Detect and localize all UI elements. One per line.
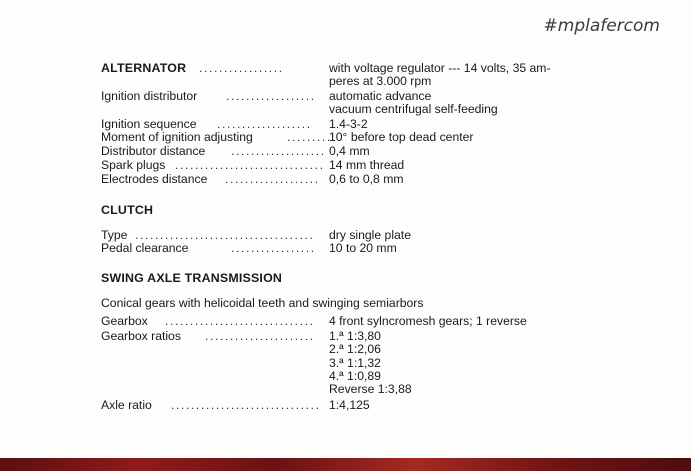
- spec-value: 0,4 mm: [329, 144, 370, 158]
- spec-value: 14 mm thread: [329, 158, 405, 172]
- spec-label: Gearbox: [101, 314, 148, 328]
- spec-row: [101, 89, 621, 103]
- alternator-heading: ALTERNATOR: [101, 61, 187, 75]
- leader-dots: ...................: [231, 144, 326, 158]
- alternator-row: [101, 61, 621, 75]
- spec-label: Ignition distributor: [101, 89, 198, 103]
- leader-dots: .........: [287, 130, 332, 144]
- leader-dots: ...................: [217, 117, 312, 131]
- clutch-heading: CLUTCH: [101, 203, 154, 217]
- leader-dots: ......................: [205, 329, 315, 343]
- gear-ratio: 3.ª 1:1,32: [329, 356, 381, 370]
- spec-label: Electrodes distance: [101, 172, 208, 186]
- spec-label: Axle ratio: [101, 398, 152, 412]
- spec-row: [101, 314, 621, 328]
- spec-label: Type: [101, 228, 128, 242]
- spec-value: 0,6 to 0,8 mm: [329, 172, 404, 186]
- leader-dots: ...................: [225, 172, 320, 186]
- bottom-strip: [0, 458, 691, 471]
- watermark: #mplafercom: [543, 16, 660, 36]
- spec-row: [101, 172, 621, 186]
- spec-value: 10 to 20 mm: [329, 241, 397, 255]
- gear-ratio: 1.ª 1:3,80: [329, 329, 381, 343]
- spec-value: 1.4-3-2: [329, 117, 368, 131]
- spec-label: Moment of ignition adjusting: [101, 130, 253, 144]
- spec-row: [101, 329, 621, 343]
- spec-row: [101, 158, 621, 172]
- transmission-heading: SWING AXLE TRANSMISSION: [101, 271, 283, 285]
- spec-row: [101, 241, 621, 255]
- spec-label: Gearbox ratios: [101, 329, 181, 343]
- spec-value: 10° before top dead center: [329, 130, 474, 144]
- spec-value: vacuum centrifugal self-feeding: [329, 102, 498, 116]
- gear-ratio: 4.ª 1:0,89: [329, 369, 381, 383]
- spec-row: [101, 398, 621, 412]
- spec-label: Pedal clearance: [101, 241, 189, 255]
- spec-value: 1:4,125: [329, 398, 370, 412]
- leader-dots: .................: [231, 241, 316, 255]
- spec-row: [101, 130, 621, 144]
- alternator-value: with voltage regulator --- 14 volts, 35 am-: [329, 61, 551, 75]
- spec-label: Ignition sequence: [101, 117, 197, 131]
- spec-value: 4 front sylncromesh gears; 1 reverse: [329, 314, 527, 328]
- gear-ratio: 2.ª 1:2,06: [329, 342, 381, 356]
- leader-dots: .................: [199, 61, 284, 75]
- gear-ratio: Reverse 1:3,88: [329, 382, 412, 396]
- spec-label: Distributor distance: [101, 144, 206, 158]
- leader-dots: ..................: [226, 89, 316, 103]
- spec-value: dry single plate: [329, 228, 411, 242]
- spec-row: [101, 228, 621, 242]
- transmission-intro: Conical gears with helicoidal teeth and swinging semiarbors: [101, 296, 424, 310]
- leader-dots: ..............................: [171, 398, 321, 412]
- alternator-value-cont: peres at 3.000 rpm: [329, 74, 432, 88]
- leader-dots: ....................................: [135, 228, 315, 242]
- leader-dots: ..............................: [165, 314, 315, 328]
- spec-row: [101, 102, 621, 116]
- spec-value: automatic advance: [329, 89, 432, 103]
- spec-row: [101, 144, 621, 158]
- spec-label: Spark plugs: [101, 158, 166, 172]
- leader-dots: ..............................: [175, 158, 325, 172]
- spec-row: [101, 117, 621, 131]
